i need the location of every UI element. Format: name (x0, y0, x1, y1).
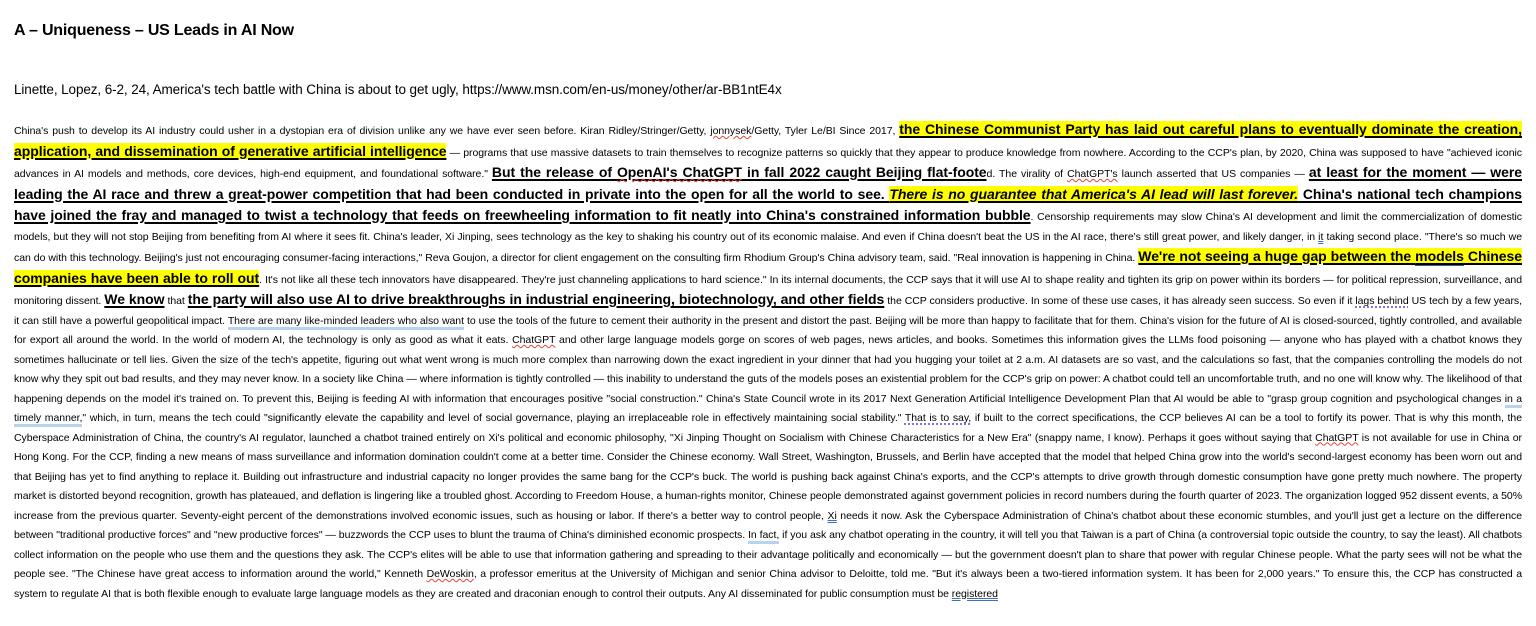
text-run: But the release of (491, 164, 617, 180)
text-run: d. The virality of (986, 168, 1068, 180)
blue-double-proofing-mark: it (1318, 230, 1324, 243)
source-url[interactable]: https://www.msn.com/en-us/money/other/ar-BB1ntE4x (462, 82, 782, 97)
text-run: China's national tech champions have joined the fray and managed to twist a technology that feeds on freewheeling information to fit neatly into China's constrained information bubble (14, 185, 1523, 223)
red-proofing-mark: DeWoskin (426, 568, 474, 580)
text-run: We know (104, 291, 165, 307)
text-run: is not available for use in China or Hong Kong. For the CCP, finding a new means of mass surveillance and information domination couldn't come at a better time. Consider the Chinese economy. Wall Street, Washington, Brussels, and Berlin have accepted that the model that helped China grow into the world's second-largest economy has been worn out and that Beijing has yet to find anything to replace it. Building out infrastructure and industrial capacity no longer provides the same bang for the CCP's buck. The world is pushing back against China's exports, and the CCP's attempts to drive growth through domestic consumption have gone pretty much nowhere. The property market is distorted beyond recognition, growth has plateaued, and deflation is lingering like a troubled ghost. According to Freedom House, a human-rights monitor, Chinese people demonstrated against government policies in record numbers during the fourth quarter of 2023. The organization logged 952 dissent events, a 50% increase from the previous quarter. Seventy-eight percent of the demonstrations involved economic issues, such as housing or labor. If there's a better way to control people, (14, 431, 1522, 522)
red-proofing-mark: ChatGPT (512, 334, 556, 346)
text-run: the Chinese Communist Party has laid out careful plans to eventually dominate the creation, application, and dissemination of generative artificial intelligence (14, 121, 1522, 159)
text-run: that (164, 295, 188, 307)
text-run: . Censorship requirements may slow China's AI development and limit the commercialization of domestic models, but they will not stop Beijing from benefiting from AI where it sees fit. China's leader, Xi Jinping, sees technology as the key to shaking his country out of its economic malaise. And even if China doesn't beat the US in the AI race, there's still great power, and likely danger, in (14, 211, 1522, 243)
blue-solid-proofing-mark: models (1415, 248, 1464, 264)
blue-bar-proofing-mark: There are many like-minded leaders who also want (228, 315, 464, 330)
text-run: taking second place. "There's so much we can do with this technology. Beijing's just not encouraging consumer-facing interactions," Reva Goujon, a director for client engagement on the consulting firm Rhodium Group's China advisory team, said. "Real innovation is happening in China. (14, 230, 1522, 264)
text-run: , a professor emeritus at the University of Michigan and senior China advisor to Deloitte, told me. "But it's always been a two-tiered information system. It has been for 2,000 years." To ensure this, the CCP has constructed a system to regulate AI that is both flexible enough to evaluate large language models as they are created and draconian enough to control their outputs. Any AI disseminated for public consumption must be (14, 568, 1522, 600)
blue-bar-proofing-mark: In fact, (748, 529, 779, 544)
text-run: to use the tools of the future to cement their authority in the present and distort the past. Beijing will be more than happy to facilitate that for them. China's vision for the future of AI is closed-sourced, tightly controlled, and available for export all around the world. In the world of modern AI, the technology is only as good as what it eats. (14, 314, 1522, 346)
blue-dot-proofing-mark: lags behind (1355, 295, 1409, 307)
text-run: China's push to develop its AI industry could usher in a dystopian era of division unlike any we have ever seen before. Kiran Ridley/Stringer/Getty, (14, 125, 711, 137)
blue-double-proofing-mark: registered (951, 587, 998, 600)
text-run (228, 315, 464, 330)
text-run: There is no guarantee that America's AI lead will last forever. (889, 185, 1299, 202)
text-run: the CCP considers productive. In some of these use cases, it has already seen success. So even if it (884, 295, 1356, 307)
text-run: We're not seeing a huge gap between the (1138, 248, 1416, 264)
text-run: . It's not like all these tech innovators have disappeared. They're just channeling applications to hard science." In its internal documents, the CCP says that it will use AI to shape reality and tighten its grip on power within its borders — for political repression, surveillance, and monitoring dissent. (14, 273, 1522, 307)
blue-bar-proofing-mark: in a timely manner, (14, 393, 1522, 428)
text-run (828, 510, 837, 522)
text-run (952, 588, 998, 600)
text-run (617, 164, 742, 180)
text-run: if built to the correct specifications, the CCP believes AI can be a tool to fortify its power. That is why this month, the Cyberspace Administration of China, the country's AI regulator, launched a chatbot trained entirely on Xi's political and economic philosophy, "Xi Jinping Thought on Socialism with Chinese Characteristics for a New Era" (snappy name, I know). Perhaps it goes without saying that (14, 412, 1522, 444)
text-run: — programs that use massive datasets to train themselves to recognize patterns so quickly that they appear to produce knowledge from nowhere. According to the CCP's plan, by 2020, China was supposed to have "achieved iconic advances in AI models and methods, core devices, high-end equipment, and foundational software." (14, 146, 1522, 180)
text-run: /Getty, Tyler Le/BI Since 2017, (751, 125, 900, 137)
text-run (1415, 248, 1464, 264)
card-tagline: A – Uniqueness – US Leads in AI Now (14, 22, 294, 39)
red-proofing-mark: jonnysek (710, 125, 752, 137)
text-run (710, 125, 751, 137)
text-run (1067, 168, 1118, 180)
text-run (427, 568, 474, 580)
text-run: and other large language models gorge on scores of web pages, news articles, and books. Sometimes this information gives the LLMs food poisoning — anyone who has played with a chatbot knows they sometimes hallucinate or tell lies. Given the size of the tech's appetite, figuring out what went wrong is much more complex than narrowing down the exact ingredient in your dinner that had you hugging your toilet at 2 a.m. AI datasets are so vast, and the calculations so fast, that the companies controlling the models do not know why they spit out bad results, and they may never know. In a society like China — where information is tightly controlled — this inability to understand the guts of the models poses an existential problem for the CCP's grip on power: A chatbot could tell an uncomfortable truth, and no one will know why. The likelihood of that happening depends on the model it's trained on. To prevent this, Beijing is feeding AI with information that encourages positive "social construction." China's State Council wrote in its 2017 Next Generation Artificial Intelligence Development Plan that AI would be able to "grasp group cognition and psychological changes (14, 334, 1522, 405)
red-proofing-mark: ChatGPT (1315, 431, 1359, 444)
text-run: US tech by a few years, it can still have a powerful geopolitical impact. (14, 295, 1522, 327)
text-run (1315, 432, 1358, 444)
text-run: the party will also use AI to drive breakthroughs in industrial engineering, biotechnology, and other fields (187, 291, 885, 307)
text-run: if you ask any chatbot operating in the country, it will tell you that Taiwan is a part of China (a controversial topic outside the country, to say the least). All chatbots collect information on the people who use them and the questions they ask. The CCP's elites will be able to use that information gathering and spreading to their advantage politically and economically — but the government doesn't plan to share that power with regular Chinese people. What the party sees will not be what the people see. "The Chinese have great access to information around the world," Kenneth (14, 529, 1522, 580)
blue-dot-proofing-mark: That is to say, (904, 412, 972, 424)
text-run (512, 334, 555, 346)
text-run: at least for the moment — were leading the AI race and threw a great-power competition that had been conducted in private into the open for all the world to see. (14, 164, 1523, 202)
text-run: needs it now. Ask the Cyberspace Administration of China's chatbot about these economic stumbles, and you'll just get a lecture on the difference between "traditional productive forces" and "new productive forces" — buzzwords the CCP uses to blunt the trauma of China's diminished economic prospects. (14, 509, 1522, 541)
citation-line (14, 82, 1522, 97)
red-proofing-mark: ChatGPT's (1067, 168, 1118, 180)
text-run (748, 529, 779, 544)
red-proofing-mark: OpenAI's ChatGPT (616, 164, 742, 180)
evidence-paragraph (14, 120, 1522, 604)
blue-double-proofing-mark: Xi (827, 509, 837, 522)
text-run (905, 412, 971, 424)
text-run: Chinese companies have been able to roll out (14, 248, 1522, 286)
citation-text: Linette, Lopez, 6-2, 24, America's tech battle with China is about to get ugly, (14, 82, 463, 97)
text-run: in fall 2022 caught Beijing flat-foote (741, 164, 987, 180)
text-run (1355, 295, 1408, 307)
text-run: launch asserted that US companies — (1117, 168, 1309, 180)
text-run: " which, in turn, means the tech could "significantly elevate the capability and level of social governance, playing an irreplaceable role in effectively maintaining social stability." (82, 412, 905, 424)
